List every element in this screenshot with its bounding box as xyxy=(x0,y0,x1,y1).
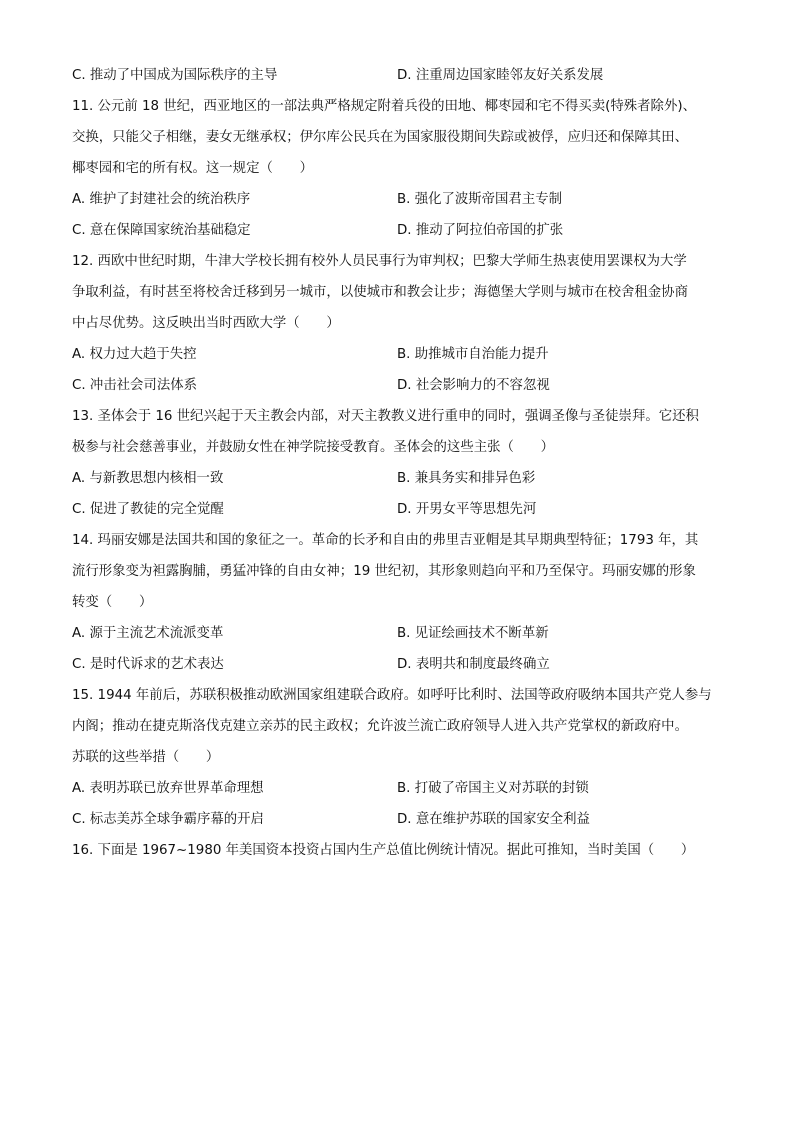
prev-question-options xyxy=(72,62,732,93)
question-stem-line: 苏联的这些举措（ ） xyxy=(72,750,220,765)
option-b: B. 打破了帝国主义对苏联的封锁 xyxy=(397,781,589,796)
question-stem-line: 12. 西欧中世纪时期，牛津大学校长拥有校外人员民事行为审判权；巴黎大学师生热衷使用罢课权为大学 xyxy=(72,254,687,269)
question-stem-line: 极参与社会慈善事业，并鼓励女性在神学院接受教育。圣体会的这些主张（ ） xyxy=(72,440,555,455)
options-row xyxy=(72,372,732,403)
question-stem-line: 15. 1944 年前后，苏联积极推动欧洲国家组建联合政府。如呼吁比利时、法国等政府吸纳本国共产党人参与 xyxy=(72,688,712,703)
options-row xyxy=(72,806,732,837)
options-row xyxy=(72,465,732,496)
prev-option-c: C. 推动了中国成为国际秩序的主导 xyxy=(72,68,278,83)
options-row xyxy=(72,217,732,248)
option-a: A. 与新教思想内核相一致 xyxy=(72,471,224,486)
question-14 xyxy=(72,527,732,682)
option-c: C. 意在保障国家统治基础稳定 xyxy=(72,223,251,238)
question-stem-line: 椰枣园和宅的所有权。这一规定（ ） xyxy=(72,161,314,176)
options-row xyxy=(72,186,732,217)
option-c: C. 标志美苏全球争霸序幕的开启 xyxy=(72,812,264,827)
option-d: D. 表明共和制度最终确立 xyxy=(397,657,550,672)
question-15 xyxy=(72,682,732,837)
option-a: A. 源于主流艺术流派变革 xyxy=(72,626,224,641)
question-stem-line: 内阁；推动在捷克斯洛伐克建立亲苏的民主政权；允许波兰流亡政府领导人进入共产党掌权的新政府中。 xyxy=(72,719,688,734)
question-stem-line: 13. 圣体会于 16 世纪兴起于天主教会内部，对天主教教义进行重申的同时，强调圣像与圣徒崇拜。它还积 xyxy=(72,409,699,424)
question-11 xyxy=(72,93,732,248)
question-stem-line: 流行形象变为袒露胸脯，勇猛冲锋的自由女神；19 世纪初，其形象则趋向平和乃至保守。玛丽安娜的形象 xyxy=(72,564,696,579)
option-a: A. 权力过大趋于失控 xyxy=(72,347,197,362)
question-stem-line: 中占尽优势。这反映出当时西欧大学（ ） xyxy=(72,316,340,331)
option-c: C. 促进了教徒的完全觉醒 xyxy=(72,502,224,517)
question-stem-line: 16. 下面是 1967~1980 年美国资本投资占国内生产总值比例统计情况。据此可推知，当时美国（ ） xyxy=(72,843,695,858)
options-row xyxy=(72,496,732,527)
option-d: D. 意在维护苏联的国家安全利益 xyxy=(397,812,590,827)
option-a: A. 表明苏联已放弃世界革命理想 xyxy=(72,781,264,796)
option-c: C. 冲击社会司法体系 xyxy=(72,378,197,393)
question-stem-line: 争取利益，有时甚至将校舍迁移到另一城市，以使城市和教会让步；海德堡大学则与城市在校舍租金协商 xyxy=(72,285,688,300)
question-stem-line: 14. 玛丽安娜是法国共和国的象征之一。革命的长矛和自由的弗里吉亚帽是其早期典型特征；1793 年，其 xyxy=(72,533,699,548)
question-stem-line: 交换，只能父子相继，妻女无继承权；伊尔库公民兵在为国家服役期间失踪或被俘，应归还和保障其田、 xyxy=(72,130,688,145)
question-stem-line: 转变（ ） xyxy=(72,595,153,610)
options-row xyxy=(72,620,732,651)
option-b: B. 助推城市自治能力提升 xyxy=(397,347,549,362)
question-12 xyxy=(72,248,732,403)
option-b: B. 见证绘画技术不断革新 xyxy=(397,626,549,641)
prev-option-d: D. 注重周边国家睦邻友好关系发展 xyxy=(397,68,604,83)
options-row xyxy=(72,651,732,682)
question-13 xyxy=(72,403,732,527)
question-stem-line: 11. 公元前 18 世纪，西亚地区的一部法典严格规定附着兵役的田地、椰枣园和宅不得买卖(特殊者除外)、 xyxy=(72,99,696,114)
option-a: A. 维护了封建社会的统治秩序 xyxy=(72,192,251,207)
question-16 xyxy=(72,837,732,868)
option-d: D. 社会影响力的不容忽视 xyxy=(397,378,550,393)
options-row xyxy=(72,341,732,372)
exam-page xyxy=(72,62,732,868)
options-row xyxy=(72,775,732,806)
option-d: D. 开男女平等思想先河 xyxy=(397,502,537,517)
option-c: C. 是时代诉求的艺术表达 xyxy=(72,657,224,672)
option-d: D. 推动了阿拉伯帝国的扩张 xyxy=(397,223,564,238)
option-b: B. 强化了波斯帝国君主专制 xyxy=(397,192,562,207)
option-b: B. 兼具务实和排异色彩 xyxy=(397,471,536,486)
